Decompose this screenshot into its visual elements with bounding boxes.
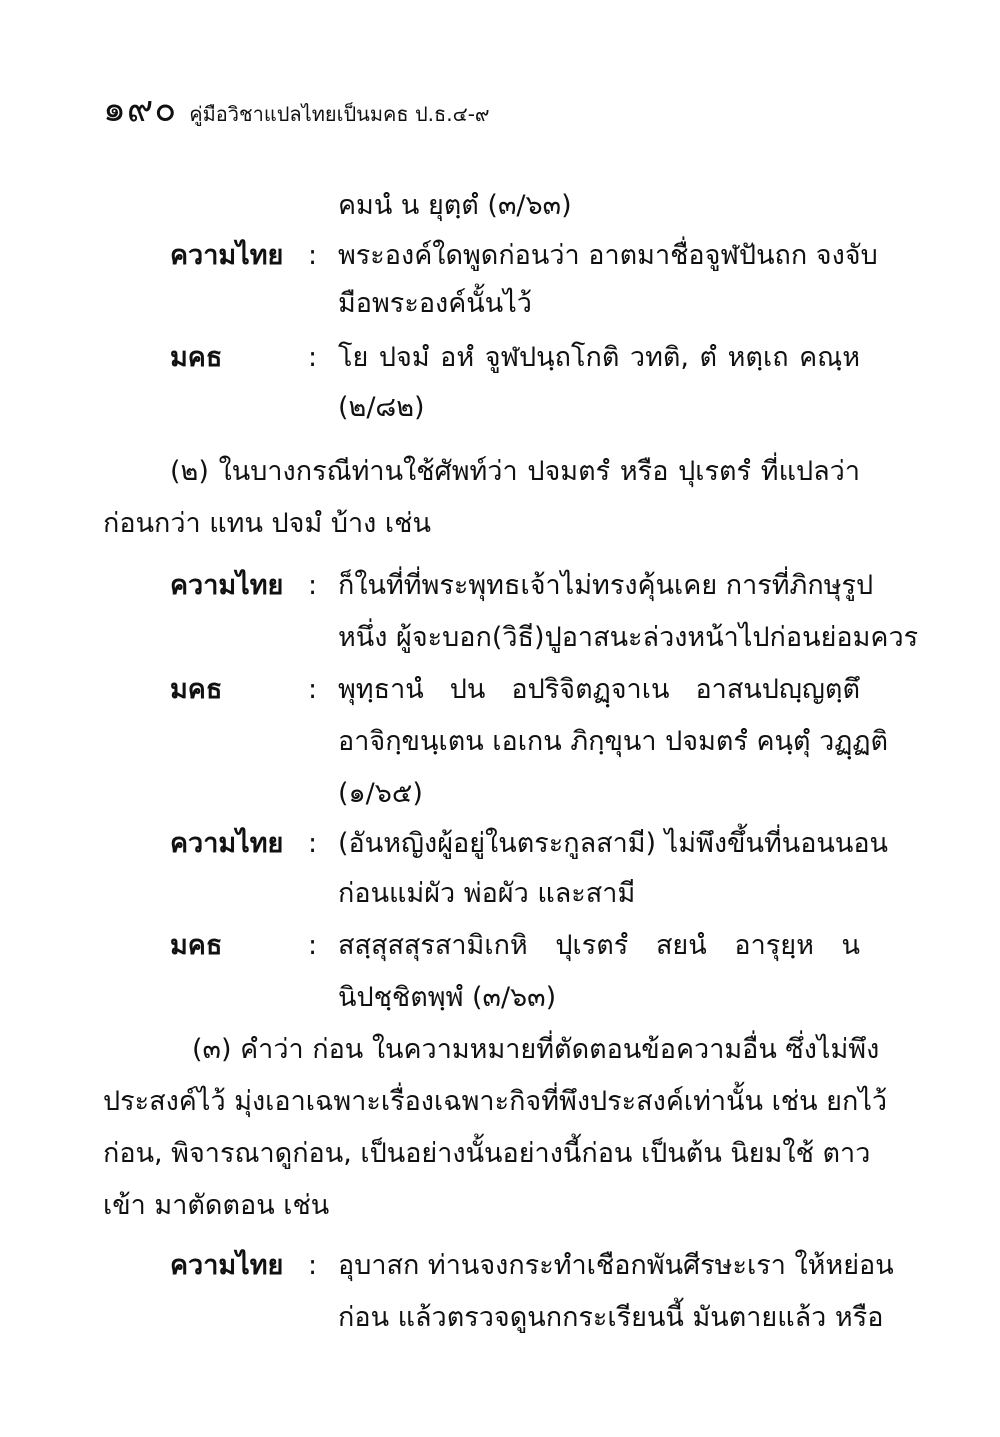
para2-line-2: ก่อนกว่า แทน ปจมํ บ้าง เช่น [103, 508, 431, 539]
ex3-magadha-line-2: นิปชฺชิตพฺพํ (๓/๖๓) [338, 982, 557, 1013]
para3-line-1: (๓) คำว่า ก่อน ในความหมายที่ตัดตอนข้อความอื่น ซึ่งไม่พึง [192, 1034, 880, 1065]
ex3-magadha-line-1: สสฺสุสสุรสามิเกหิ ปุเรตรํ สยนํ อารุยฺห น [338, 930, 860, 961]
thai-label: ความไทย [170, 1250, 284, 1281]
para3-line-3: ก่อน, พิจารณาดูก่อน, เป็นอย่างนั้นอย่างนี้ก่อน เป็นต้น นิยมใช้ ตาว [103, 1138, 871, 1169]
colon: : [308, 342, 318, 373]
ex4-thai-line-1: อุบาสก ท่านจงกระทำเชือกพันศีรษะเรา ให้หย่อน [338, 1250, 894, 1281]
page-header [103, 80, 490, 137]
magadha-label: มคธ [170, 342, 223, 373]
colon: : [308, 570, 318, 601]
colon: : [308, 674, 318, 705]
ex2-magadha-line-1: พุทฺธานํ ปน อปริจิตฏฺจาเน อาสนปญฺญตฺตึ [338, 674, 860, 705]
ex2-thai-line-1: ก็ในที่ที่พระพุทธเจ้าไม่ทรงคุ้นเคย การที่ภิกษุรูป [338, 570, 874, 601]
page-number: ๑๙๐ [103, 89, 178, 130]
ex2-magadha-line-2: อาจิกฺขนฺเตน เอเกน ภิกฺขุนา ปจมตรํ คนฺตุํ วฏฺฏติ [338, 726, 889, 757]
colon: : [308, 828, 318, 859]
ex4-thai-line-2: ก่อน แล้วตรวจดูนกกระเรียนนี้ มันตายแล้ว หรือ [338, 1302, 884, 1333]
colon: : [308, 240, 318, 271]
para2-line-1: (๒) ในบางกรณีท่านใช้ศัพท์ว่า ปจมตรํ หรือ ปุเรตรํ ที่แปลว่า [170, 456, 860, 487]
colon: : [308, 1250, 318, 1281]
ex3-thai-line-1: (อันหญิงผู้อยู่ในตระกูลสามี) ไม่พึงขึ้นที่นอนนอน [338, 828, 889, 859]
intro-line: คมนํ น ยุตฺตํ (๓/๖๓) [338, 190, 572, 221]
ex2-magadha-line-3: (๑/๖๕) [338, 778, 423, 809]
ex1-magadha-line-2: (๒/๘๒) [338, 392, 425, 423]
ex3-thai-line-2: ก่อนแม่ผัว พ่อผัว และสามี [338, 878, 636, 909]
thai-label: ความไทย [170, 240, 284, 271]
magadha-label: มคธ [170, 930, 223, 961]
colon: : [308, 930, 318, 961]
ex1-thai-line-2: มือพระองค์นั้นไว้ [338, 288, 532, 319]
para3-line-2: ประสงค์ไว้ มุ่งเอาเฉพาะเรื่องเฉพาะกิจที่พึงประสงค์เท่านั้น เช่น ยกไว้ [103, 1086, 888, 1117]
magadha-label: มคธ [170, 674, 223, 705]
book-title: คู่มือวิชาแปลไทยเป็นมคธ ป.ธ.๔-๙ [189, 102, 490, 126]
thai-label: ความไทย [170, 570, 284, 601]
thai-label: ความไทย [170, 828, 284, 859]
ex1-thai-line-1: พระองค์ใดพูดก่อนว่า อาตมาชื่อจูฬปันถก จงจับ [338, 240, 878, 271]
para3-line-4: เข้า มาตัดตอน เช่น [103, 1190, 330, 1221]
ex1-magadha-line-1: โย ปจมํ อหํ จูฬปนฺถโกติ วทติ, ตํ หตฺเถ คณฺห [338, 342, 860, 373]
ex2-thai-line-2: หนึ่ง ผู้จะบอก(วิธี)ปูอาสนะล่วงหน้าไปก่อนย่อมควร [338, 622, 919, 653]
